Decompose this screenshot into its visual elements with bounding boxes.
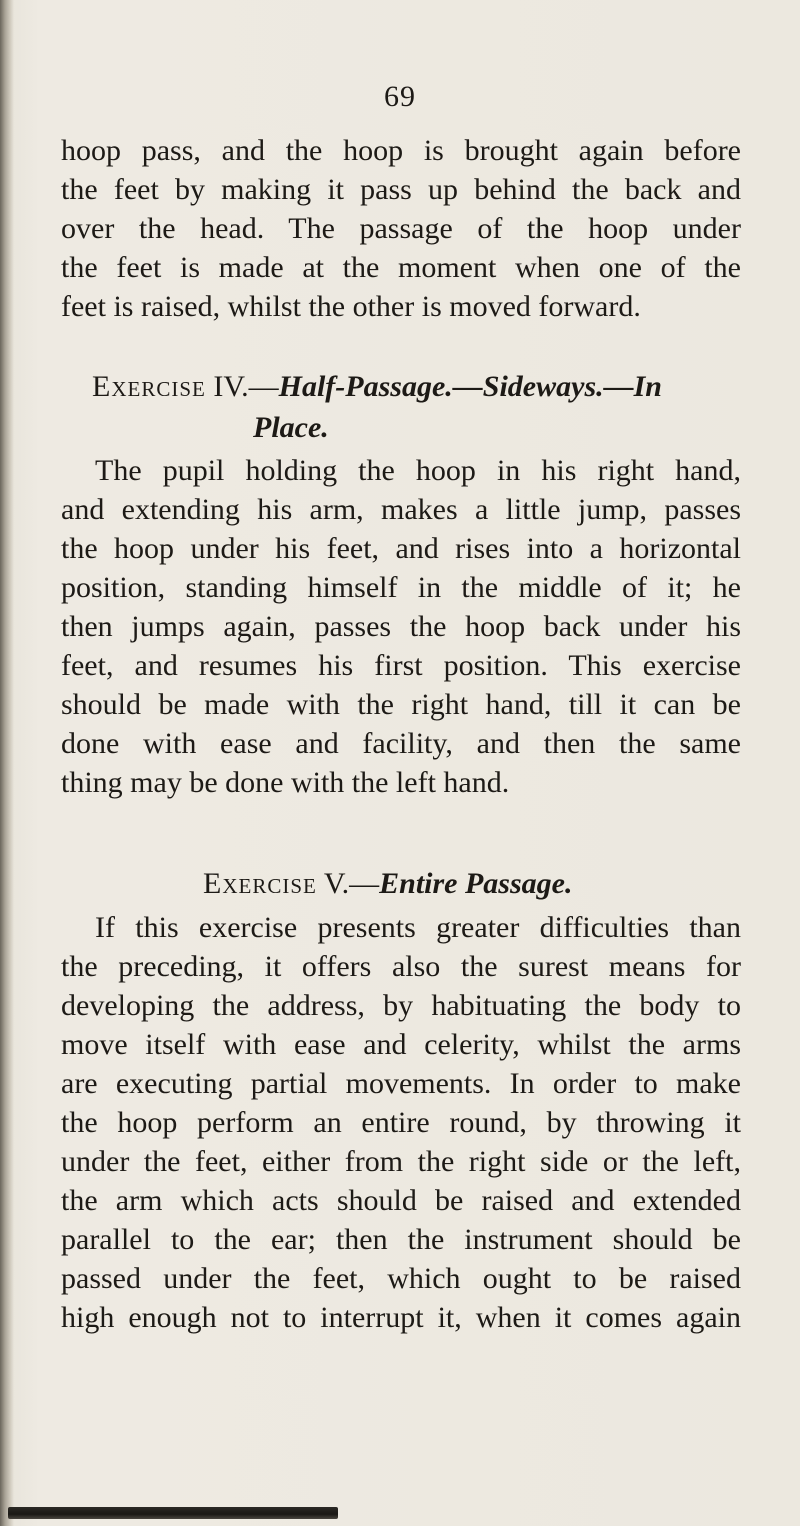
page-number: 69 (384, 80, 416, 113)
text-line: over the head. The passage of the hoop under (61, 212, 741, 245)
text-line: thing may be done with the left hand. (61, 766, 510, 799)
text-line: the hoop perform an entire round, by throwing it (61, 1106, 741, 1139)
exercise-iv-heading-line2 (253, 408, 329, 447)
text-line: and extending his arm, makes a little jump, passes (61, 493, 741, 526)
binding-edge (0, 0, 14, 1526)
text-line: move itself with ease and celerity, whilst the arms (61, 1028, 741, 1061)
text-line: parallel to the ear; then the instrument should be (61, 1223, 741, 1256)
text-line: high enough not to interrupt it, when it comes again (61, 1301, 741, 1334)
page-bottom-rule (8, 1507, 338, 1519)
exercise-v-paragraph (61, 908, 741, 1337)
text-line: hoop pass, and the hoop is brought again before (61, 134, 741, 167)
text-line: The pupil holding the hoop in his right hand, (95, 454, 741, 487)
exercise-number: IV.— (213, 370, 279, 403)
text-line: feet is raised, whilst the other is moved forward. (61, 290, 641, 323)
exercise-title: Half-Passage.—Sideways.—In (278, 370, 662, 403)
text-line: position, standing himself in the middle of it; he (61, 571, 741, 604)
text-line: the preceding, it offers also the surest means for (61, 950, 741, 983)
exercise-label: Exercise (203, 867, 317, 900)
text-line: feet, and resumes his first position. This exercise (61, 649, 741, 682)
exercise-number: V.— (323, 867, 380, 900)
text-line: the arm which acts should be raised and extended (61, 1184, 741, 1217)
text-line: passed under the feet, which ought to be raised (61, 1262, 741, 1295)
text-line: developing the address, by habituating the body to (61, 989, 741, 1022)
text-line: done with ease and facility, and then the same (61, 727, 741, 760)
text-line: under the feet, either from the right side or the left, (61, 1145, 741, 1178)
exercise-label: Exercise (92, 370, 206, 403)
text-line: the feet is made at the moment when one of the (61, 251, 741, 284)
text-line: then jumps again, passes the hoop back under his (61, 610, 741, 643)
exercise-v-heading (203, 864, 572, 903)
exercise-title: Entire Passage. (379, 867, 573, 900)
text-line: are executing partial movements. In order to make (61, 1067, 741, 1100)
continued-paragraph (61, 131, 741, 326)
text-line: If this exercise presents greater difficulties than (95, 911, 741, 944)
exercise-iv-heading (92, 367, 662, 406)
text-line: the feet by making it pass up behind the back and (61, 173, 741, 206)
text-line: the hoop under his feet, and rises into a horizontal (61, 532, 741, 565)
exercise-iv-paragraph (61, 451, 741, 802)
exercise-title-continued: Place. (253, 411, 329, 444)
text-line: should be made with the right hand, till it can be (61, 688, 741, 721)
